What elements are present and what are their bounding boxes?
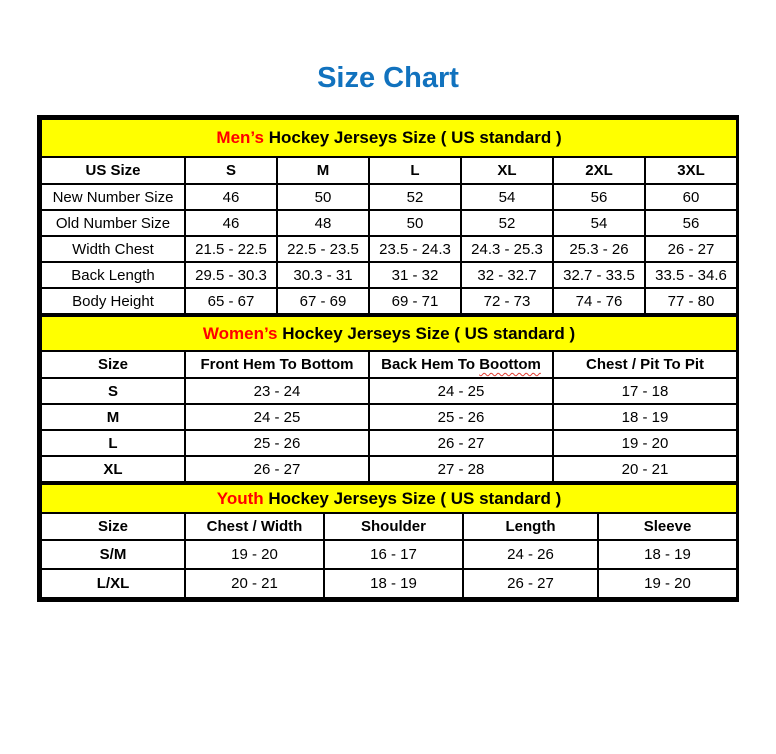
value-cell: 50 <box>369 210 461 236</box>
youth-table <box>40 483 738 599</box>
column-header: Sleeve <box>598 513 737 540</box>
value-cell: 65 - 67 <box>185 288 277 314</box>
value-cell: 25.3 - 26 <box>553 236 645 262</box>
size-chart-table <box>37 115 739 602</box>
value-cell: 46 <box>185 210 277 236</box>
table-row <box>41 456 737 482</box>
value-cell: 52 <box>461 210 553 236</box>
value-cell: 52 <box>369 184 461 210</box>
misspelled-word: Boottom <box>479 356 541 373</box>
value-cell: 23.5 - 24.3 <box>369 236 461 262</box>
value-cell: 26 - 27 <box>645 236 737 262</box>
value-cell: 74 - 76 <box>553 288 645 314</box>
mens-section-title <box>41 119 737 157</box>
value-cell: 24 - 25 <box>369 378 553 404</box>
value-cell: 21.5 - 22.5 <box>185 236 277 262</box>
value-cell: 54 <box>461 184 553 210</box>
column-header: Shoulder <box>324 513 463 540</box>
row-label: Width Chest <box>41 236 185 262</box>
value-cell: 67 - 69 <box>277 288 369 314</box>
row-label: S/M <box>41 540 185 569</box>
table-row <box>41 288 737 314</box>
value-cell: 31 - 32 <box>369 262 461 288</box>
womens-header-row <box>41 351 737 378</box>
value-cell: 32.7 - 33.5 <box>553 262 645 288</box>
row-label: Body Height <box>41 288 185 314</box>
youth-highlight: Youth <box>216 488 269 508</box>
value-cell: 56 <box>645 210 737 236</box>
value-cell: 24 - 25 <box>185 404 369 430</box>
row-label: L/XL <box>41 569 185 598</box>
womens-section-title <box>41 316 737 351</box>
value-cell: 19 - 20 <box>185 540 324 569</box>
row-label: Back Length <box>41 262 185 288</box>
youth-header-row <box>41 513 737 540</box>
value-cell: 72 - 73 <box>461 288 553 314</box>
value-cell: 50 <box>277 184 369 210</box>
table-row <box>41 184 737 210</box>
table-row <box>41 262 737 288</box>
table-row <box>41 210 737 236</box>
column-header: L <box>369 157 461 184</box>
column-header: Size <box>41 351 185 378</box>
table-row <box>41 236 737 262</box>
column-header: Chest / Pit To Pit <box>553 351 737 378</box>
row-label: New Number Size <box>41 184 185 210</box>
row-label: S <box>41 378 185 404</box>
value-cell: 25 - 26 <box>369 404 553 430</box>
column-header <box>369 351 553 378</box>
table-row <box>41 430 737 456</box>
mens-highlight: Men’s <box>216 128 269 147</box>
mens-header-row <box>41 157 737 184</box>
value-cell: 23 - 24 <box>185 378 369 404</box>
value-cell: 17 - 18 <box>553 378 737 404</box>
youth-band-rest: Hockey Jerseys Size ( US standard ) <box>268 488 562 508</box>
table-row <box>41 404 737 430</box>
value-cell: 26 - 27 <box>185 456 369 482</box>
value-cell: 46 <box>185 184 277 210</box>
womens-table <box>40 315 738 483</box>
value-cell: 22.5 - 23.5 <box>277 236 369 262</box>
value-cell: 25 - 26 <box>185 430 369 456</box>
value-cell: 32 - 32.7 <box>461 262 553 288</box>
value-cell: 18 - 19 <box>324 569 463 598</box>
value-cell: 19 - 20 <box>553 430 737 456</box>
value-cell: 26 - 27 <box>369 430 553 456</box>
value-cell: 18 - 19 <box>553 404 737 430</box>
womens-section-band <box>41 316 737 351</box>
row-label: Old Number Size <box>41 210 185 236</box>
table-row <box>41 540 737 569</box>
value-cell: 33.5 - 34.6 <box>645 262 737 288</box>
value-cell: 48 <box>277 210 369 236</box>
value-cell: 29.5 - 30.3 <box>185 262 277 288</box>
row-label: L <box>41 430 185 456</box>
column-header: M <box>277 157 369 184</box>
womens-band-rest: Hockey Jerseys Size ( US standard ) <box>282 323 576 343</box>
column-header: 2XL <box>553 157 645 184</box>
value-cell: 26 - 27 <box>463 569 598 598</box>
value-cell: 24 - 26 <box>463 540 598 569</box>
value-cell: 77 - 80 <box>645 288 737 314</box>
womens-highlight: Women’s <box>202 323 283 343</box>
column-header: Chest / Width <box>185 513 324 540</box>
column-header: US Size <box>41 157 185 184</box>
mens-section-band <box>41 119 737 157</box>
column-header: Size <box>41 513 185 540</box>
table-row <box>41 378 737 404</box>
column-header: Front Hem To Bottom <box>185 351 369 378</box>
row-label: XL <box>41 456 185 482</box>
column-header: XL <box>461 157 553 184</box>
row-label: M <box>41 404 185 430</box>
column-header: 3XL <box>645 157 737 184</box>
value-cell: 24.3 - 25.3 <box>461 236 553 262</box>
value-cell: 19 - 20 <box>598 569 737 598</box>
value-cell: 18 - 19 <box>598 540 737 569</box>
value-cell: 16 - 17 <box>324 540 463 569</box>
column-header: Length <box>463 513 598 540</box>
youth-section-band <box>41 484 737 513</box>
youth-section-title <box>41 484 737 513</box>
value-cell: 30.3 - 31 <box>277 262 369 288</box>
page-title: Size Chart <box>317 62 459 94</box>
value-cell: 56 <box>553 184 645 210</box>
value-cell: 27 - 28 <box>369 456 553 482</box>
mens-band-rest: Hockey Jerseys Size ( US standard ) <box>268 128 562 147</box>
value-cell: 20 - 21 <box>553 456 737 482</box>
value-cell: 54 <box>553 210 645 236</box>
value-cell: 20 - 21 <box>185 569 324 598</box>
value-cell: 60 <box>645 184 737 210</box>
value-cell: 69 - 71 <box>369 288 461 314</box>
header-text: Back Hem To <box>381 356 480 373</box>
mens-table <box>40 118 738 315</box>
table-row <box>41 569 737 598</box>
column-header: S <box>185 157 277 184</box>
